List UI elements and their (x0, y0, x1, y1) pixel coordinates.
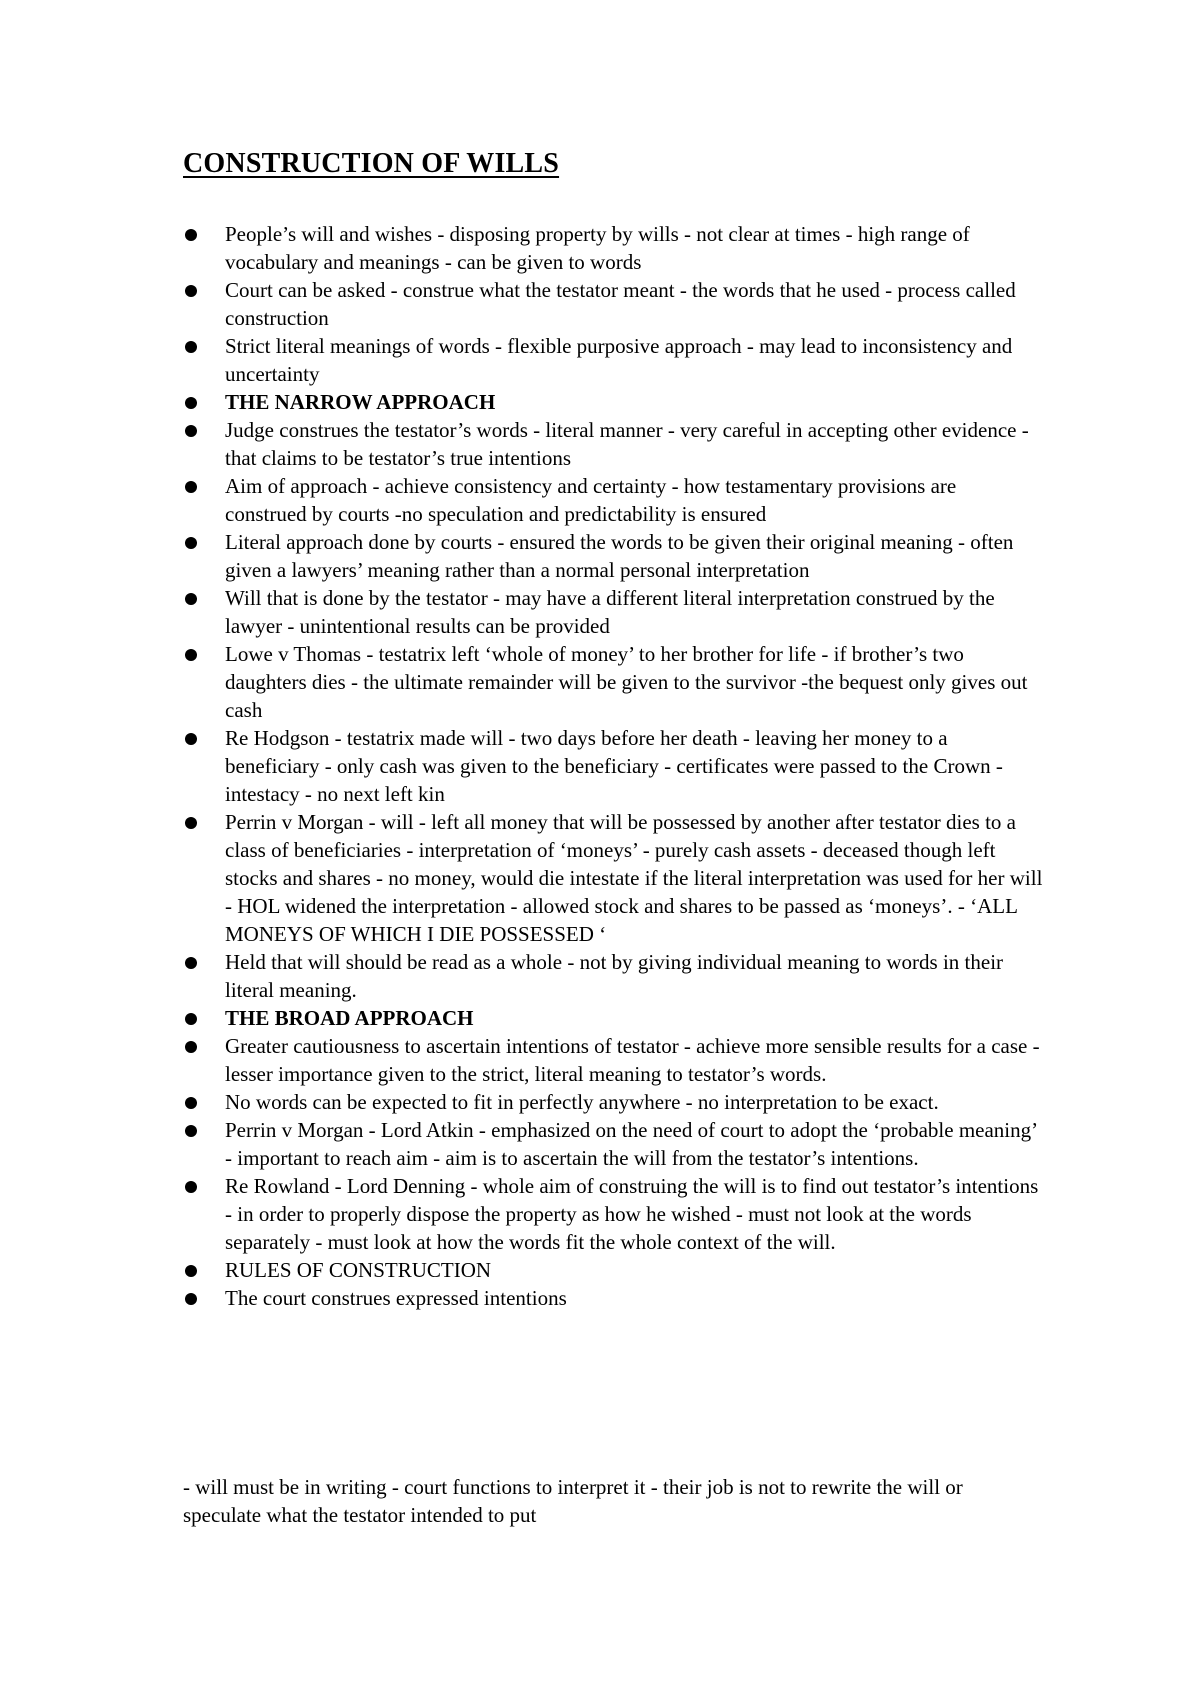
bullet-icon (185, 397, 197, 409)
section-heading: THE NARROW APPROACH (225, 390, 496, 414)
bullet-icon (185, 733, 197, 745)
bullet-item (183, 220, 1043, 276)
bullet-item (183, 528, 1043, 584)
bullet-icon (185, 593, 197, 605)
bullet-icon (185, 1013, 197, 1025)
bullet-icon (185, 817, 197, 829)
bullet-text: Re Hodgson - testatrix made will - two days before her death - leaving her money to a beneficiary - only cash was given to the beneficiary - certificates were passed to the Crown - intestacy - no next left kin (225, 726, 1003, 806)
bullet-item (183, 1256, 1043, 1284)
bullet-item (183, 948, 1043, 1004)
bullet-item (183, 640, 1043, 724)
bullet-icon (185, 649, 197, 661)
bullet-text: Will that is done by the testator - may have a different literal interpretation construed by the lawyer - unintentional results can be provided (225, 586, 995, 638)
bullet-text: Greater cautiousness to ascertain intentions of testator - achieve more sensible results for a case - lesser importance given to the strict, literal meaning to testator’s words. (225, 1034, 1040, 1086)
section-heading: THE BROAD APPROACH (225, 1006, 474, 1030)
bullet-text: Literal approach done by courts - ensured the words to be given their original meaning - often given a lawyers’ meaning rather than a normal personal interpretation (225, 530, 1014, 582)
bullet-text: RULES OF CONSTRUCTION (225, 1258, 492, 1282)
bullet-item (183, 1088, 1043, 1116)
bullet-icon (185, 1265, 197, 1277)
bullet-text: Judge construes the testator’s words - literal manner - very careful in accepting other evidence - that claims to be testator’s true intentions (225, 418, 1029, 470)
bullet-icon (185, 1181, 197, 1193)
bullet-icon (185, 425, 197, 437)
bullet-text: Strict literal meanings of words - flexible purposive approach - may lead to inconsistency and uncertainty (225, 334, 1013, 386)
bullet-item (183, 724, 1043, 808)
bullet-item (183, 1172, 1043, 1256)
bullet-icon (185, 341, 197, 353)
bullet-text: Re Rowland - Lord Denning - whole aim of construing the will is to find out testator’s intentions - in order to properly dispose the property as how he wished - must not look at the words separately - must look at how the words fit the whole context of the will. (225, 1174, 1039, 1254)
bullet-item (183, 472, 1043, 528)
bullet-item (183, 388, 1043, 416)
bullet-item (183, 584, 1043, 640)
bullet-text: People’s will and wishes - disposing property by wills - not clear at times - high range of vocabulary and meanings - can be given to words (225, 222, 970, 274)
bullet-item (183, 808, 1043, 948)
bullet-text: Lowe v Thomas - testatrix left ‘whole of money’ to her brother for life - if brother’s two daughters dies - the ultimate remainder will be given to the survivor -the bequest only gives out cash (225, 642, 1028, 722)
bullet-text: The court construes expressed intentions (225, 1286, 567, 1310)
bullet-text: Perrin v Morgan - Lord Atkin - emphasized on the need of court to adopt the ‘probable meaning’ - important to reach aim - aim is to ascertain the will from the testator’s intentions. (225, 1118, 1037, 1170)
bullet-text: No words can be expected to fit in perfectly anywhere - no interpretation to be exact. (225, 1090, 939, 1114)
document-title: CONSTRUCTION OF WILLS (183, 148, 560, 179)
bullet-icon (185, 229, 197, 241)
bullet-list (183, 220, 1043, 1312)
bullet-item (183, 332, 1043, 388)
bullet-icon (185, 285, 197, 297)
closing-paragraph: - will must be in writing - court functions to interpret it - their job is not to rewrite the will or speculate what the testator intended to put (183, 1475, 963, 1527)
bullet-icon (185, 957, 197, 969)
bullet-icon (185, 481, 197, 493)
bullet-icon (185, 1293, 197, 1305)
bullet-item (183, 416, 1043, 472)
bullet-text: Aim of approach - achieve consistency and certainty - how testamentary provisions are construed by courts -no speculation and predictability is ensured (225, 474, 957, 526)
bullet-icon (185, 1097, 197, 1109)
bullet-text: Held that will should be read as a whole - not by giving individual meaning to words in their literal meaning. (225, 950, 1004, 1002)
bullet-item (183, 1284, 1043, 1312)
bullet-item (183, 276, 1043, 332)
bullet-item (183, 1032, 1043, 1088)
bullet-icon (185, 1041, 197, 1053)
bullet-icon (185, 1125, 197, 1137)
bullet-item (183, 1004, 1043, 1032)
bullet-item (183, 1116, 1043, 1172)
bullet-icon (185, 537, 197, 549)
bullet-text: Perrin v Morgan - will - left all money that will be possessed by another after testator dies to a class of beneficiaries - interpretation of ‘moneys’ - purely cash assets - deceased though left stocks and shares - no money, would die intestate if the literal interpretation was used for her will - HOL widened the interpretation - allowed stock and shares to be passed as ‘moneys’. - ‘ALL MONEYS OF WHICH I DIE POSSESSED ‘ (225, 810, 1043, 946)
bullet-text: Court can be asked - construe what the testator meant - the words that he used - process called construction (225, 278, 1016, 330)
